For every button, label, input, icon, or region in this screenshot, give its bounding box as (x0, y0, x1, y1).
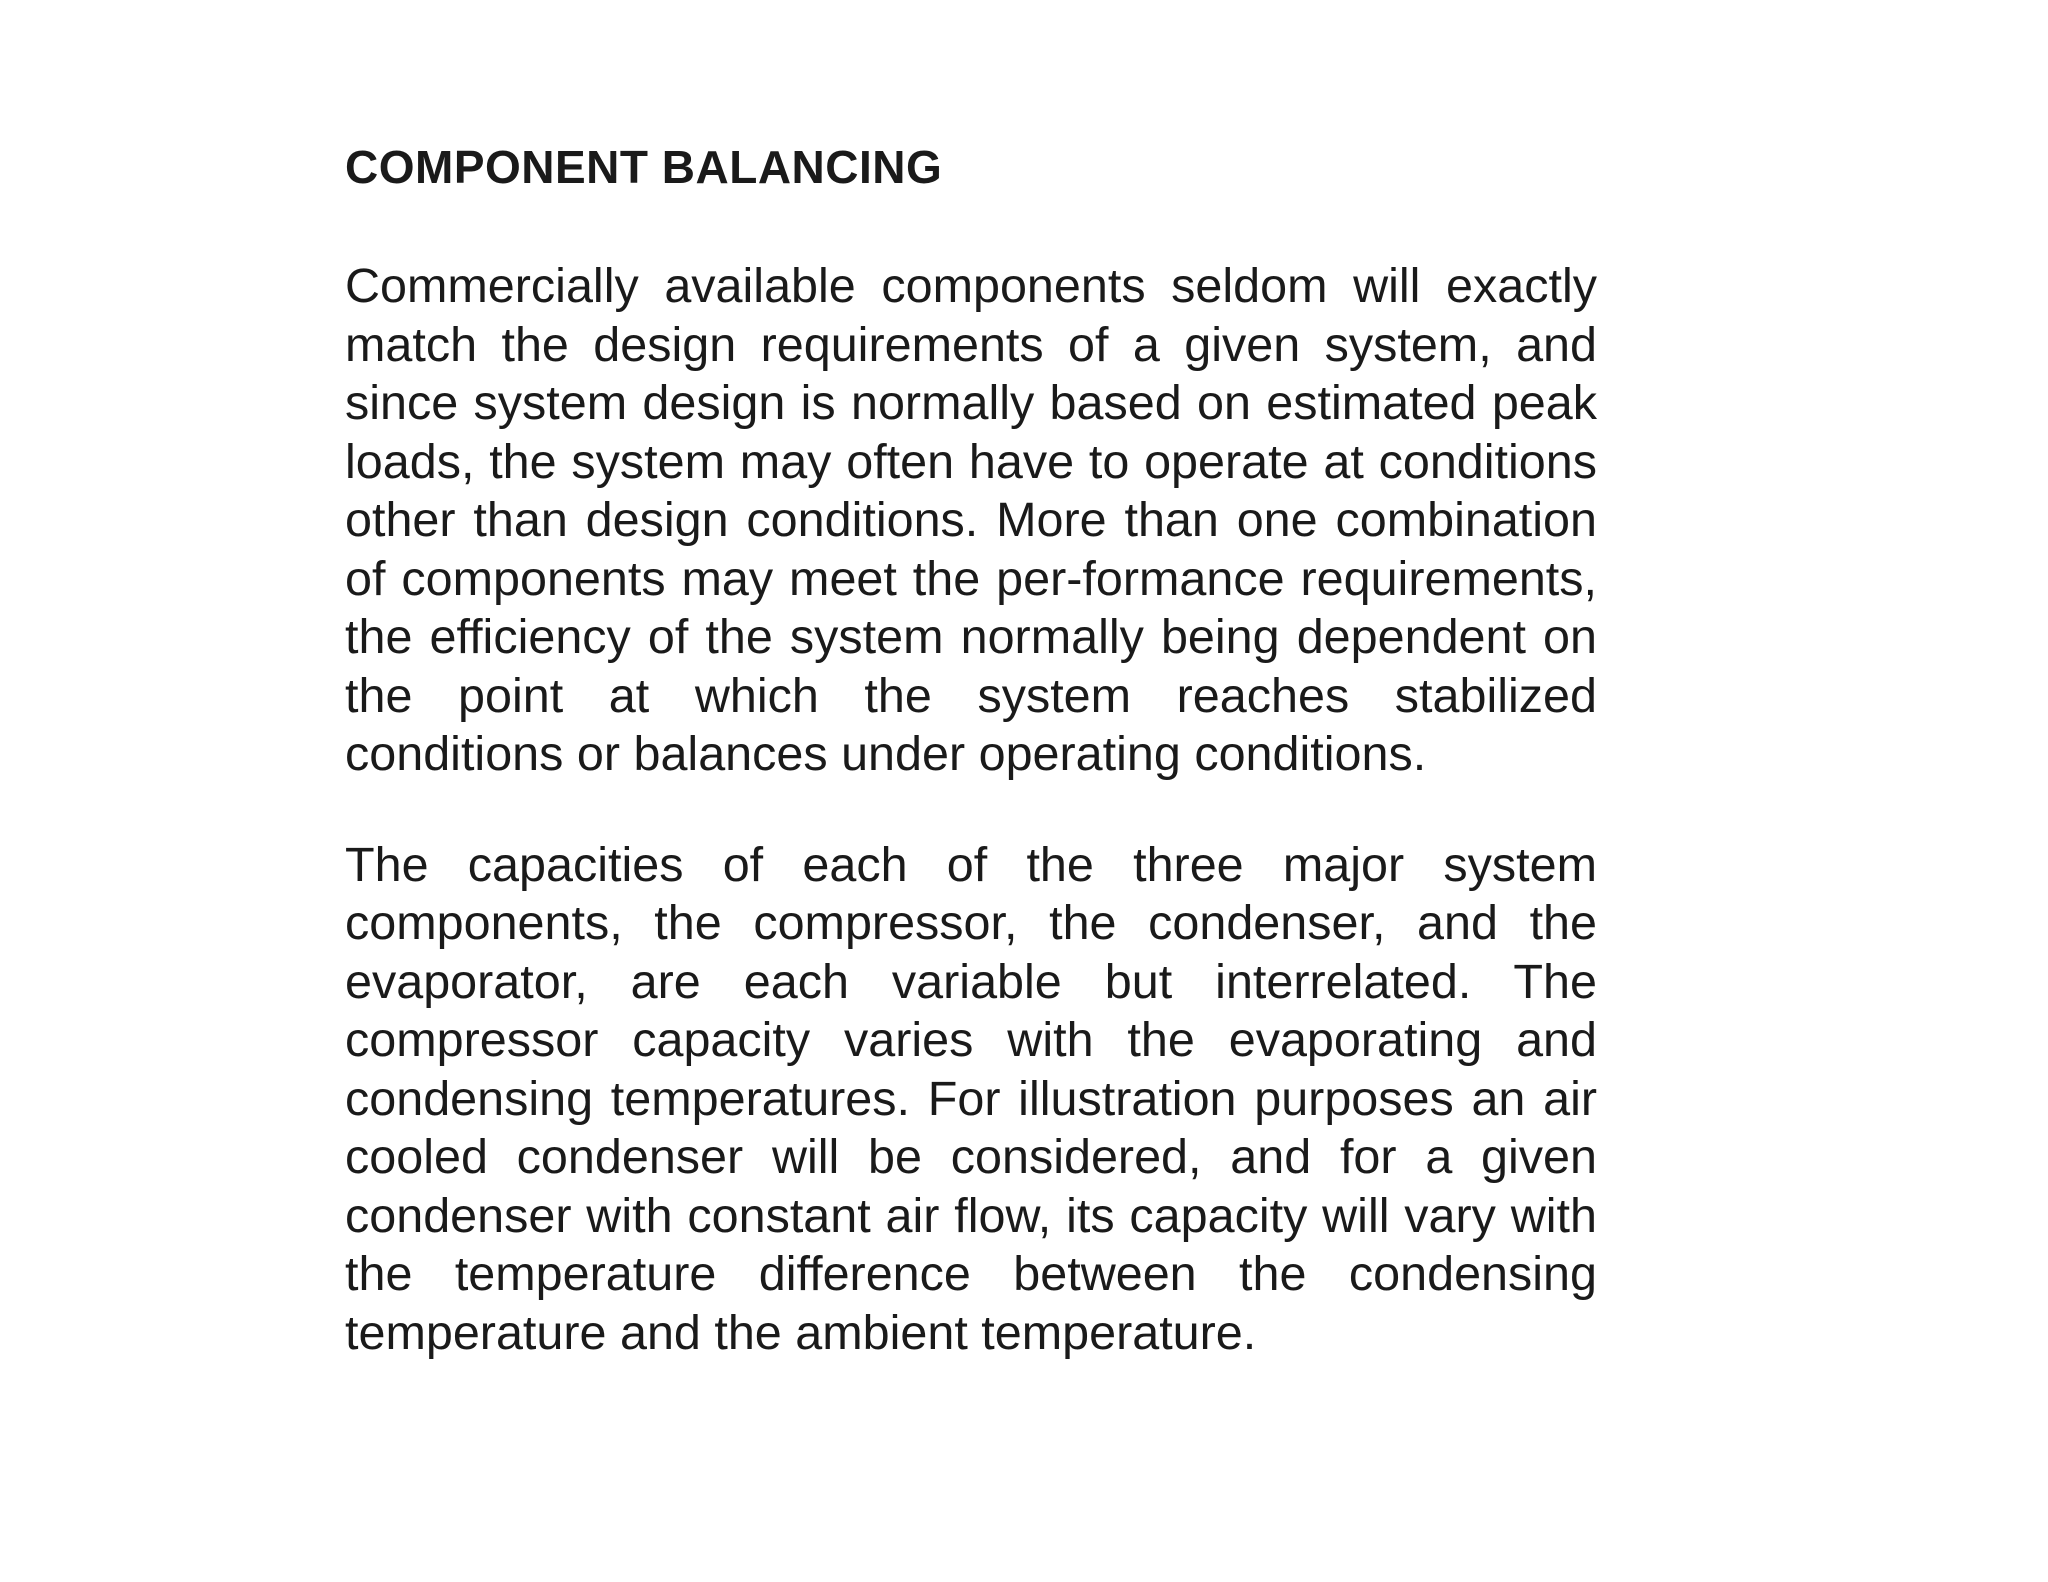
paragraph-1: Commercially available components seldom will exactly match the design requirements of a given system, and since system design is normally based on estimated peak loads, the system may often have to operate at conditions other than design conditions. More than one combination of components may meet the per-formance requirements, the efficiency of the system normally being dependent on the point at which the system reaches stabilized conditions or balances under operating conditions. (345, 259, 1597, 782)
paragraph-2: The capacities of each of the three major system components, the compressor, the condenser, and the evaporator, are each variable but interrelated. The compressor capacity varies with the evaporating and condensing temperatures. For illustration purposes an air cooled condenser will be considered, and for a given condenser with constant air flow, its capacity will vary with the temperature difference between the condensing temperature and the ambient temperature. (345, 837, 1597, 1360)
document-page (345, 140, 1597, 1362)
section-heading: COMPONENT BALANCING (345, 141, 943, 193)
